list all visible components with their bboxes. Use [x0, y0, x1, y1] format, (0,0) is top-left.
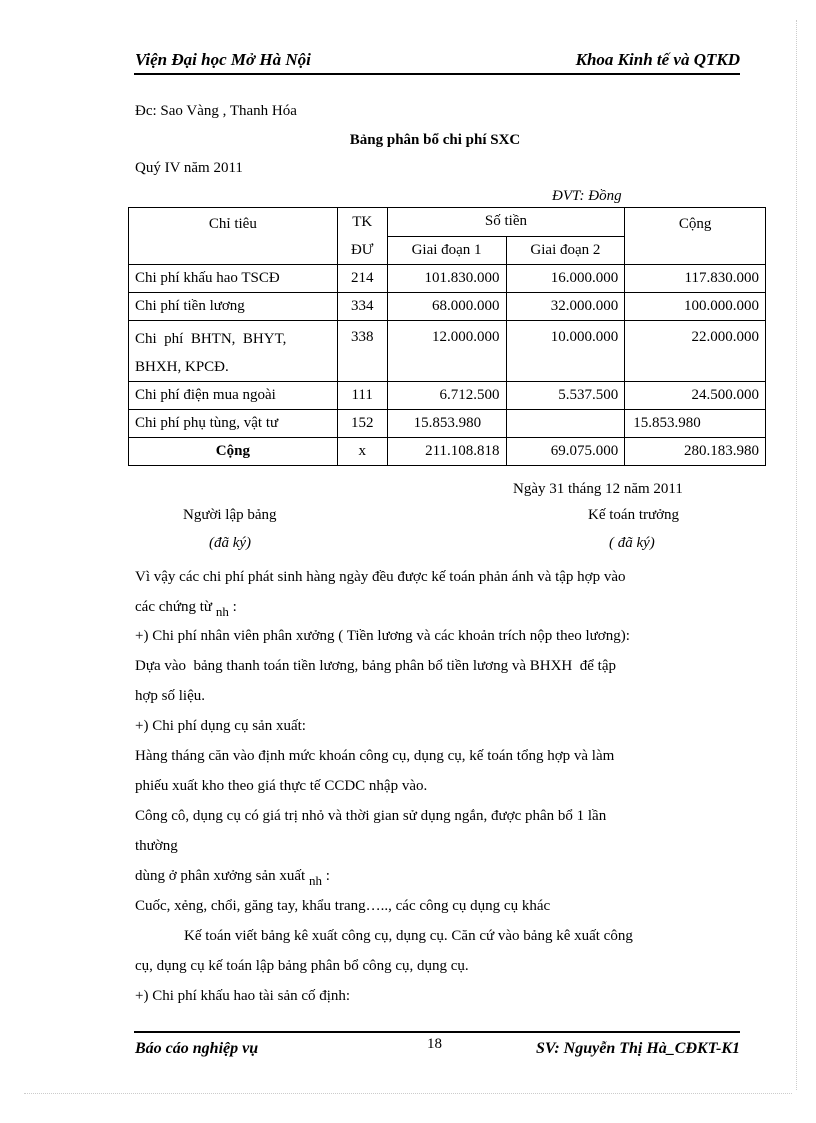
- table-title: Bảng phân bổ chi phí SXC: [349, 132, 521, 148]
- row-name: Chi phí phụ tùng, vật tư: [129, 410, 338, 438]
- para-1b-end: :: [232, 599, 237, 615]
- para-1b: [135, 599, 237, 619]
- address: Đc: Sao Vàng , Thanh Hóa: [135, 103, 297, 119]
- row-gd2: [506, 410, 625, 438]
- row-cong: 117.830.000: [625, 265, 766, 293]
- table-header-row: [129, 208, 766, 237]
- table-row: [129, 293, 766, 321]
- sxc-table: [128, 207, 766, 466]
- row-cong: 100.000.000: [625, 293, 766, 321]
- para-3b: hợp số liệu.: [135, 688, 206, 704]
- header-gd1: Giai đoạn 1: [387, 236, 506, 265]
- header-gd2: Giai đoạn 2: [506, 236, 625, 265]
- sign-left-note: (đã ký): [209, 535, 252, 551]
- para-6c-sub: nh: [308, 873, 322, 888]
- row-gd1: 6.712.500: [387, 382, 506, 410]
- para-1b-text: các chứng từ: [135, 599, 213, 615]
- row-tk: 334: [337, 293, 387, 321]
- row-cong: 15.853.980: [625, 410, 766, 438]
- para-4: +) Chi phí dụng cụ sản xuất:: [135, 718, 306, 734]
- row-name: [129, 321, 338, 382]
- row-name: Chi phí khấu hao TSCĐ: [129, 265, 338, 293]
- row-gd2: 10.000.000: [506, 321, 625, 382]
- total-name: Cộng: [129, 438, 338, 466]
- table-total-row: [129, 438, 766, 466]
- sign-left-title: Người lập bảng: [183, 507, 277, 523]
- header-chitieu: Chỉ tiêu: [129, 208, 338, 265]
- header-cong: Cộng: [625, 208, 766, 265]
- row-name: Chi phí điện mua ngoài: [129, 382, 338, 410]
- footer-left: Báo cáo nghiệp vụ: [135, 1040, 259, 1057]
- para-8b: cụ, dụng cụ kế toán lập bảng phân bổ công cụ, dụng cụ.: [135, 958, 469, 974]
- row-name-line2: BHXH, KPCĐ.: [135, 359, 229, 375]
- header-du: ĐƯ: [337, 236, 387, 265]
- period: Quý IV năm 2011: [135, 160, 243, 176]
- para-6b: thường: [135, 838, 178, 854]
- row-gd1: 68.000.000: [387, 293, 506, 321]
- row-gd2: 32.000.000: [506, 293, 625, 321]
- sign-right-title: Kế toán trưởng: [588, 507, 680, 523]
- table-row: [129, 410, 766, 438]
- para-6c: [135, 868, 330, 888]
- row-gd1: 12.000.000: [387, 321, 506, 382]
- row-gd2: 5.537.500: [506, 382, 625, 410]
- header-left: Viện Đại học Mở Hà Nội: [135, 50, 311, 69]
- total-cong: 280.183.980: [625, 438, 766, 466]
- row-gd1: 101.830.000: [387, 265, 506, 293]
- row-tk: 338: [337, 321, 387, 382]
- date-line: Ngày 31 tháng 12 năm 2011: [513, 481, 683, 497]
- row-gd2: 16.000.000: [506, 265, 625, 293]
- row-name: Chi phí tiền lương: [129, 293, 338, 321]
- unit: ĐVT: Đồng: [552, 188, 622, 204]
- page-number: 18: [427, 1036, 442, 1052]
- row-tk: 152: [337, 410, 387, 438]
- para-1b-sub: nh: [215, 604, 229, 619]
- para-3a: Dựa vào bảng thanh toán tiền lương, bảng phân bổ tiền lương và BHXH để tập: [135, 658, 616, 674]
- header-rule: [134, 73, 740, 75]
- row-tk: 111: [337, 382, 387, 410]
- header-tk: TK: [337, 208, 387, 237]
- para-8a: Kế toán viết bảng kê xuất công cụ, dụng cụ. Căn cứ vào bảng kê xuất công: [184, 928, 633, 944]
- page-edge-right: [796, 20, 797, 1090]
- para-6a: Công cô, dụng cụ có giá trị nhỏ và thời gian sử dụng ngắn, được phân bổ 1 lần: [135, 808, 607, 824]
- header-sotien: Số tiền: [387, 208, 625, 237]
- row-name-line1: Chi phí BHTN, BHYT,: [135, 331, 287, 347]
- row-cong: 22.000.000: [625, 321, 766, 382]
- para-6c-text: dùng ở phân xưởng sản xuất: [135, 868, 306, 884]
- page-edge-bottom: [24, 1093, 792, 1094]
- footer-right: SV: Nguyễn Thị Hà_CĐKT-K1: [535, 1040, 740, 1057]
- para-9: +) Chi phí khấu hao tài sản cố định:: [135, 988, 351, 1004]
- para-7: Cuốc, xẻng, chổi, găng tay, khẩu trang….., các công cụ dụng cụ khác: [135, 898, 551, 914]
- header-right: Khoa Kinh tế và QTKD: [575, 50, 740, 69]
- table-row: [129, 265, 766, 293]
- total-tk: x: [337, 438, 387, 466]
- total-gd1: 211.108.818: [387, 438, 506, 466]
- total-gd2: 69.075.000: [506, 438, 625, 466]
- para-2: +) Chi phí nhân viên phân xưởng ( Tiền lương và các khoản trích nộp theo lương):: [135, 628, 630, 644]
- row-gd1: 15.853.980: [387, 410, 506, 438]
- para-5a: Hàng tháng căn vào định mức khoán công cụ, dụng cụ, kế toán tổng hợp và làm: [135, 748, 615, 764]
- footer-rule: [134, 1031, 740, 1033]
- table-row: [129, 382, 766, 410]
- row-tk: 214: [337, 265, 387, 293]
- para-5b: phiếu xuất kho theo giá thực tế CCDC nhập vào.: [135, 778, 428, 794]
- sign-right-note: ( đã ký): [609, 535, 655, 551]
- para-6c-end: :: [325, 868, 330, 884]
- para-1a: Vì vậy các chi phí phát sinh hàng ngày đều được kế toán phản ánh và tập hợp vào: [135, 569, 626, 585]
- table-row: [129, 321, 766, 382]
- row-cong: 24.500.000: [625, 382, 766, 410]
